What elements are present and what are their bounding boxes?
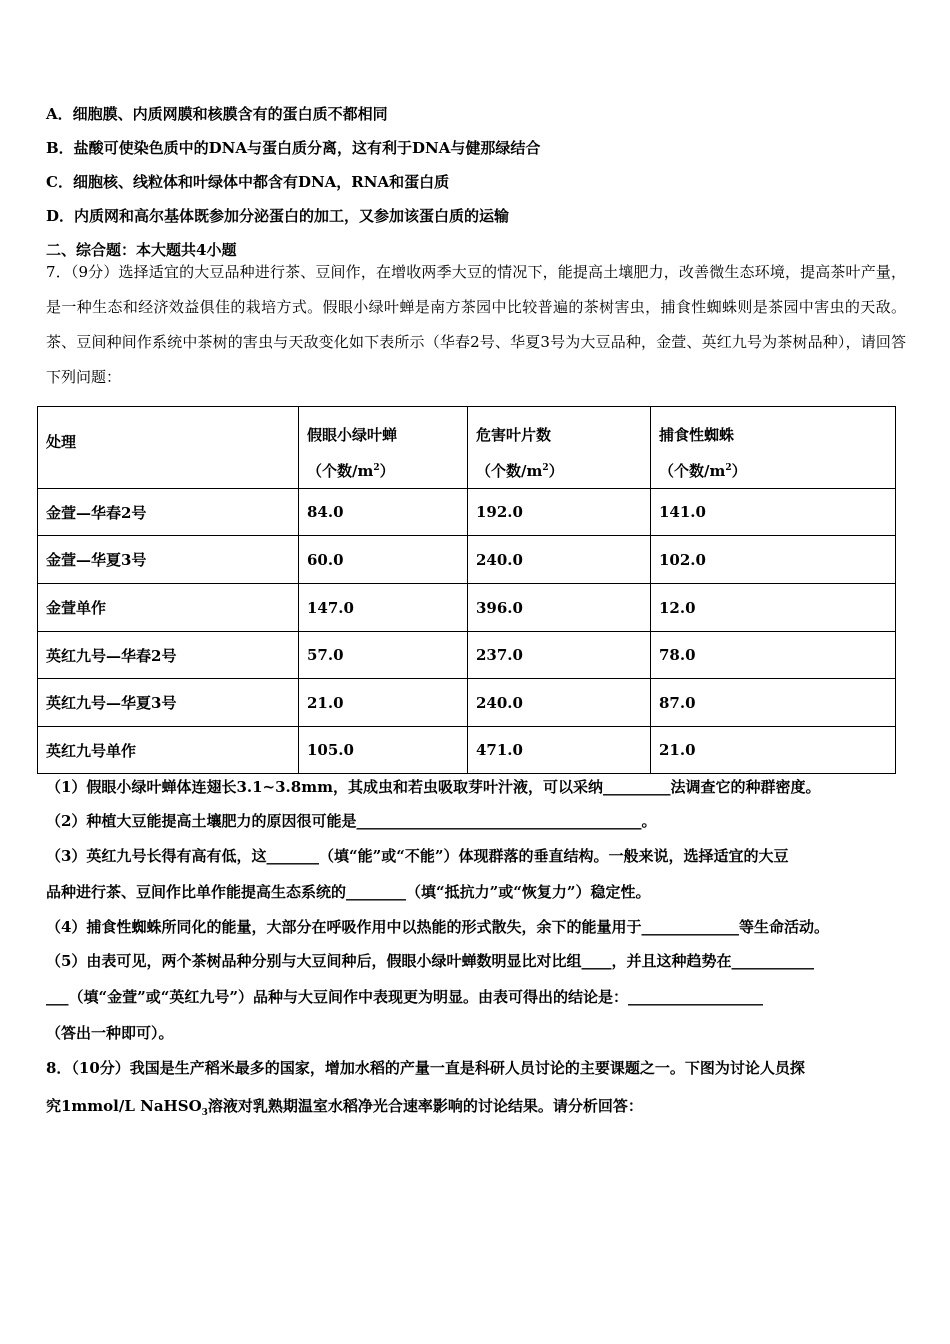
cell-value: 396.0	[468, 584, 651, 632]
section-title: 二、综合题：本大题共4小题	[46, 241, 237, 259]
cell-value: 192.0	[468, 489, 651, 536]
cell-value: 78.0	[651, 632, 896, 679]
data-table	[37, 406, 896, 774]
table-row	[38, 584, 896, 632]
unit-label: （个数$/m^2$）	[476, 462, 564, 480]
table-header-row	[38, 407, 896, 489]
cell-value: 147.0	[299, 584, 468, 632]
cell-value: 87.0	[651, 679, 896, 727]
sub-question-5: （5）由表可见，两个茶树品种分别与大豆间种后，假眼小绿叶蝉数明显比对比组____，并且这种趋势在___________	[46, 952, 814, 970]
cell-value: 21.0	[651, 727, 896, 774]
table-row	[38, 679, 896, 727]
sub-question-1: （1）假眼小绿叶蝉体连翅长3.1~3.8mm，其成虫和若虫吸取芽叶汁液，可以采纳_________法调查它的种群密度。	[46, 778, 821, 796]
cell-value: 21.0	[299, 679, 468, 727]
cell-treatment: 英红九号—华夏3号	[38, 679, 299, 727]
cell-treatment: 金萱—华春2号	[38, 489, 299, 536]
cell-value: 102.0	[651, 536, 896, 584]
cell-treatment: 金萱单作	[38, 584, 299, 632]
cell-value: 237.0	[468, 632, 651, 679]
cell-value: 105.0	[299, 727, 468, 774]
question-7-intro: 7．（9分）选择适宜的大豆品种进行茶、豆间作，在增收两季大豆的情况下，能提高土壤肥力，改善微生态环境，提高茶叶产量，是一种生态和经济效益俱佳的栽培方式。假眼小绿叶蝉是南方茶园中比较普遍的茶树害虫，捕食性蜘蛛则是茶园中害虫的天敌。茶、豆间种间作系统中茶树的害虫与天敌变化如下表所示（华春2号、华夏3号为大豆品种，金萱、英红九号为茶树品种），请回答下列问题：	[46, 263, 906, 386]
option-c: C．细胞核、线粒体和叶绿体中都含有DNA，RNA和蛋白质	[46, 173, 450, 191]
option-b: B．盐酸可使染色质中的DNA与蛋白质分离，这有利于DNA与健那绿结合	[46, 139, 541, 157]
question-8-line2: 究1mmol/L NaHSO$_3$溶液对乳熟期温室水稻净光合速率影响的讨论结果。请分析回答：	[46, 1097, 643, 1118]
sub-question-3: （3）英红九号长得有高有低，这_______（填“能”或“不能”）体现群落的垂直结构。一般来说，选择适宜的大豆	[46, 847, 789, 865]
sub-question-2: （2）种植大豆能提高土壤肥力的原因很可能是______________________________________。	[46, 812, 657, 830]
cell-value: 471.0	[468, 727, 651, 774]
cell-value: 60.0	[299, 536, 468, 584]
option-a: A．细胞膜、内质网膜和核膜含有的蛋白质不都相同	[46, 105, 388, 123]
table-row	[38, 727, 896, 774]
sub-question-3-cont: 品种进行茶、豆间作比单作能提高生态系统的________（填“抵抗力”或“恢复力”）稳定性。	[46, 883, 651, 901]
table-row	[38, 632, 896, 679]
cell-value: 84.0	[299, 489, 468, 536]
sub-question-4: （4）捕食性蜘蛛所同化的能量，大部分在呼吸作用中以热能的形式散失，余下的能量用于_____________等生命活动。	[46, 918, 829, 936]
table-row	[38, 536, 896, 584]
cell-value: 240.0	[468, 536, 651, 584]
unit-label: （个数$/m^2$）	[659, 462, 747, 480]
header-leafhopper: 假眼小绿叶蝉 （个数$/m^2$）	[299, 407, 468, 489]
sub-question-5-cont: ___（填“金萱”或“英红九号”）品种与大豆间作中表现更为明显。由表可得出的结论是：__________________	[46, 988, 764, 1006]
cell-treatment: 金萱—华夏3号	[38, 536, 299, 584]
cell-value: 240.0	[468, 679, 651, 727]
question-8-line1: 8．（10分）我国是生产稻米最多的国家，增加水稻的产量一直是科研人员讨论的主要课题之一。下图为讨论人员探	[46, 1059, 805, 1077]
table-row	[38, 489, 896, 536]
header-treatment: 处理	[38, 407, 299, 489]
cell-treatment: 英红九号单作	[38, 727, 299, 774]
unit-label: （个数$/m^2$）	[307, 462, 395, 480]
header-spider: 捕食性蜘蛛 （个数$/m^2$）	[651, 407, 896, 489]
option-d: D．内质网和高尔基体既参加分泌蛋白的加工，又参加该蛋白质的运输	[46, 207, 510, 225]
sub-question-5-end: （答出一种即可）。	[46, 1024, 174, 1042]
header-damaged-leaves: 危害叶片数 （个数$/m^2$）	[468, 407, 651, 489]
cell-value: 57.0	[299, 632, 468, 679]
cell-value: 12.0	[651, 584, 896, 632]
cell-treatment: 英红九号—华春2号	[38, 632, 299, 679]
cell-value: 141.0	[651, 489, 896, 536]
